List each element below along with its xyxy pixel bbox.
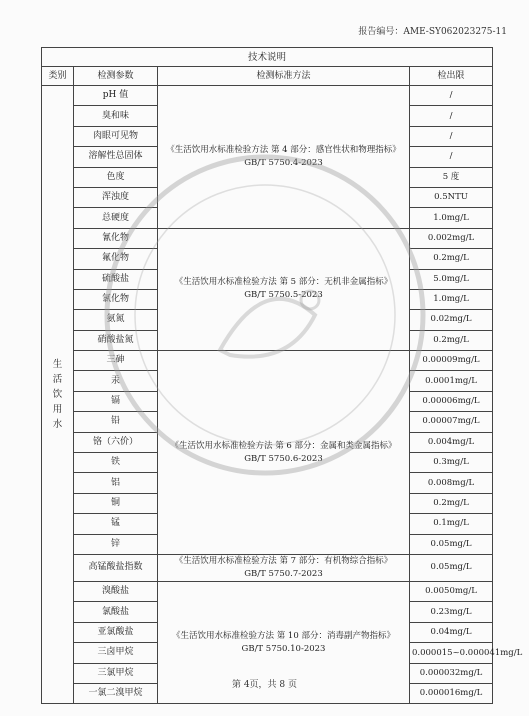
limit-cell: 0.004mg/L bbox=[410, 432, 493, 452]
method-line1: 《生活饮用水标准检验方法 第 5 部分：无机非金属指标》 bbox=[174, 277, 393, 288]
method-cell bbox=[158, 351, 410, 555]
header-category: 类别 bbox=[42, 67, 74, 86]
limit-cell: 0.002mg/L bbox=[410, 228, 493, 248]
limit-cell: 0.0050mg/L bbox=[410, 581, 493, 601]
param-cell: 铜 bbox=[74, 493, 158, 513]
method-line1: 《生活饮用水标准检验方法 第 7 部分：有机物综合指标》 bbox=[174, 555, 393, 566]
limit-cell: 5.0mg/L bbox=[410, 269, 493, 289]
limit-cell: 5 度 bbox=[410, 167, 493, 187]
limit-cell: 0.3mg/L bbox=[410, 453, 493, 473]
param-cell: 硝酸盐氮 bbox=[74, 330, 158, 350]
param-cell: 三砷 bbox=[74, 351, 158, 371]
page-footer: 第 4页，共 8 页 bbox=[231, 680, 298, 690]
limit-cell: 1.0mg/L bbox=[410, 289, 493, 309]
header-limit: 检出限 bbox=[410, 67, 493, 86]
category-char: 活 bbox=[52, 374, 63, 386]
method-line2: GB/T 5750.7-2023 bbox=[244, 568, 323, 579]
param-cell: 硫酸盐 bbox=[74, 269, 158, 289]
method-line2: GB/T 5750.10-2023 bbox=[241, 643, 326, 654]
header-method: 检测标准方法 bbox=[158, 67, 410, 86]
table-header-row bbox=[42, 67, 493, 86]
method-line1: 《生活饮用水标准检验方法 第 4 部分：感官性状和物理指标》 bbox=[166, 144, 401, 155]
table-row bbox=[42, 581, 493, 601]
param-cell: 亚氯酸盐 bbox=[74, 622, 158, 642]
limit-cell: / bbox=[410, 106, 493, 126]
category-cell bbox=[42, 86, 74, 704]
limit-cell: 0.5NTU bbox=[410, 187, 493, 207]
param-cell: 三氯甲烷 bbox=[74, 663, 158, 683]
param-cell: 总硬度 bbox=[74, 208, 158, 228]
param-cell: 氯酸盐 bbox=[74, 602, 158, 622]
method-line1: 《生活饮用水标准检验方法 第 6 部分：金属和类金属指标》 bbox=[170, 440, 397, 451]
category-char: 用 bbox=[52, 404, 63, 416]
param-cell: 氰化物 bbox=[74, 228, 158, 248]
header-param: 检测参数 bbox=[74, 67, 158, 86]
method-cell bbox=[158, 554, 410, 581]
param-cell: 高锰酸盐指数 bbox=[74, 554, 158, 581]
table-title-row bbox=[42, 48, 493, 67]
param-cell: 色度 bbox=[74, 167, 158, 187]
limit-cell: / bbox=[410, 86, 493, 106]
report-number: 报告编号：AME-SY062023275-11 bbox=[358, 27, 507, 37]
method-line2: GB/T 5750.6-2023 bbox=[244, 453, 323, 464]
method-cell bbox=[158, 86, 410, 229]
limit-cell: 0.2mg/L bbox=[410, 249, 493, 269]
method-cell bbox=[158, 228, 410, 350]
param-cell: 镉 bbox=[74, 391, 158, 411]
limit-cell: 1.0mg/L bbox=[410, 208, 493, 228]
param-cell: 一氯二溴甲烷 bbox=[74, 683, 158, 703]
method-line2: GB/T 5750.5-2023 bbox=[244, 290, 323, 301]
param-cell: 锰 bbox=[74, 514, 158, 534]
param-cell: 臭和味 bbox=[74, 106, 158, 126]
limit-cell: / bbox=[410, 126, 493, 146]
limit-cell: / bbox=[410, 147, 493, 167]
limit-cell: 0.05mg/L bbox=[410, 534, 493, 554]
technical-spec-table bbox=[41, 47, 523, 704]
param-cell: 铁 bbox=[74, 453, 158, 473]
limit-cell: 0.02mg/L bbox=[410, 310, 493, 330]
limit-cell: 0.04mg/L bbox=[410, 622, 493, 642]
param-cell: 浑浊度 bbox=[74, 187, 158, 207]
category-char: 饮 bbox=[52, 389, 63, 401]
method-line2: GB/T 5750.4-2023 bbox=[244, 157, 323, 168]
param-cell: 铬（六价） bbox=[74, 432, 158, 452]
param-cell: 氯化物 bbox=[74, 289, 158, 309]
limit-cell: 0.0001mg/L bbox=[410, 371, 493, 391]
limit-cell: 0.00006mg/L bbox=[410, 391, 493, 411]
limit-cell: 0.05mg/L bbox=[410, 554, 493, 581]
param-cell: 汞 bbox=[74, 371, 158, 391]
param-cell: 肉眼可见物 bbox=[74, 126, 158, 146]
method-line1: 《生活饮用水标准检验方法 第 10 部分：消毒副产物指标》 bbox=[172, 630, 395, 641]
limit-cell: 0.000016mg/L bbox=[410, 683, 493, 703]
param-cell: 氨氮 bbox=[74, 310, 158, 330]
param-cell: 氟化物 bbox=[74, 249, 158, 269]
param-cell: 溴酸盐 bbox=[74, 581, 158, 601]
table-title: 技术说明 bbox=[42, 48, 493, 67]
param-cell: 三卤甲烷 bbox=[74, 643, 158, 663]
limit-cell: 0.00007mg/L bbox=[410, 412, 493, 432]
limit-cell: 0.2mg/L bbox=[410, 330, 493, 350]
table-row bbox=[42, 86, 493, 106]
param-cell: 溶解性总固体 bbox=[74, 147, 158, 167]
table-body bbox=[42, 48, 523, 704]
limit-cell: 0.000032mg/L bbox=[410, 663, 493, 683]
table-row bbox=[42, 228, 493, 248]
limit-cell: 0.2mg/L bbox=[410, 493, 493, 513]
param-cell: 锌 bbox=[74, 534, 158, 554]
limit-cell: 0.23mg/L bbox=[410, 602, 493, 622]
category-char: 生 bbox=[52, 359, 63, 371]
limit-cell: 0.00009mg/L bbox=[410, 351, 493, 371]
param-cell: 铝 bbox=[74, 473, 158, 493]
limit-cell: 0.1mg/L bbox=[410, 514, 493, 534]
table-row bbox=[42, 554, 493, 581]
category-char: 水 bbox=[52, 419, 63, 431]
limit-cell: 0.000015~0.000041mg/L bbox=[410, 643, 493, 663]
param-cell: pH 值 bbox=[74, 86, 158, 106]
limit-cell: 0.008mg/L bbox=[410, 473, 493, 493]
param-cell: 铅 bbox=[74, 412, 158, 432]
table-row bbox=[42, 351, 493, 371]
